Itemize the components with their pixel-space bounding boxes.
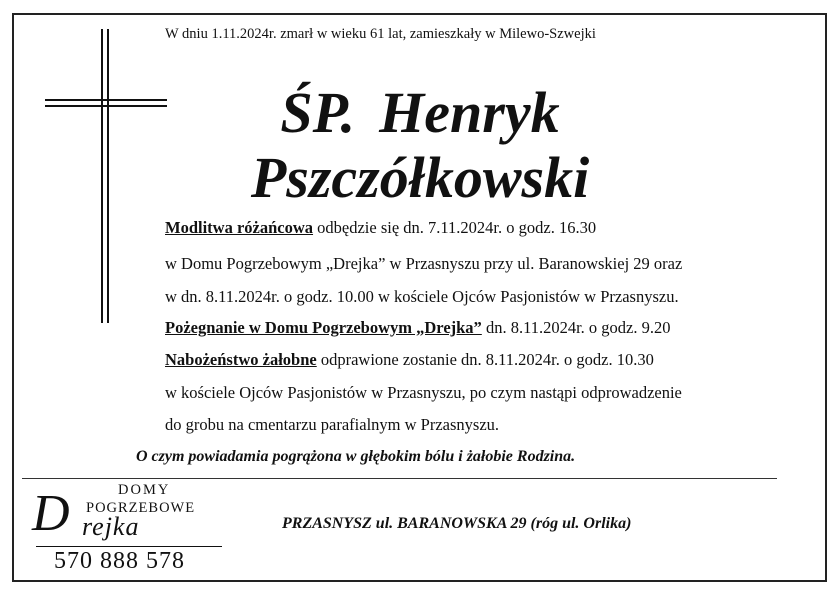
rosary-line xyxy=(165,218,596,238)
service-text: odprawione zostanie dn. 8.11.2024r. o godz. 10.30 xyxy=(316,350,654,369)
logo-domy: DOMY xyxy=(118,482,171,498)
burial-line: do grobu na cmentarzu parafialnym w Przasnyszu. xyxy=(165,415,500,434)
farewell-line xyxy=(165,318,670,338)
service-line xyxy=(165,350,654,370)
farewell-text: dn. 8.11.2024r. o godz. 9.20 xyxy=(481,318,671,337)
rosary-location-line: w Domu Pogrzebowym „Drejka” w Przasnyszu przy ul. Baranowskiej 29 oraz xyxy=(165,254,683,273)
logo-rule xyxy=(36,546,222,547)
service-location-line: w kościele Ojców Pasjonistów w Przasnyszu, po czym nastąpi odprowadzenie xyxy=(165,383,682,402)
first-name: Henryk xyxy=(379,80,560,145)
rosary-heading: Modlitwa różańcowa xyxy=(165,218,314,237)
funeral-home-address: PRZASNYSZ ul. BARANOWSKA 29 (róg ul. Orlika) xyxy=(282,515,632,532)
logo-pogrzebowe: POGRZEBOWE xyxy=(86,500,196,516)
rosary-second-date-line: w dn. 8.11.2024r. o godz. 10.00 w kościele Ojców Pasjonistów w Przasnyszu. xyxy=(165,287,679,306)
phone-number: 570 888 578 xyxy=(54,548,185,574)
service-heading: Nabożeństwo żałobne xyxy=(165,350,317,369)
deceased-last-name: Pszczółkowski xyxy=(250,145,590,210)
rosary-text: odbędzie się dn. 7.11.2024r. o godz. 16.30 xyxy=(313,218,597,237)
farewell-heading: Pożegnanie w Domu Pogrzebowym „Drejka” xyxy=(165,318,482,337)
death-announcement: W dniu 1.11.2024r. zmarł w wieku 61 lat, zamieszkały w Milewo-Szwejki xyxy=(165,26,596,42)
family-closing: O czym powiadamia pogrążona w głębokim bólu i żałobie Rodzina. xyxy=(136,448,576,465)
logo-initial: D xyxy=(32,485,70,542)
footer-divider xyxy=(22,478,777,479)
name-prefix: ŚP. xyxy=(280,80,356,145)
deceased-name-line1 xyxy=(0,80,840,145)
logo-name: rejka xyxy=(82,512,140,541)
